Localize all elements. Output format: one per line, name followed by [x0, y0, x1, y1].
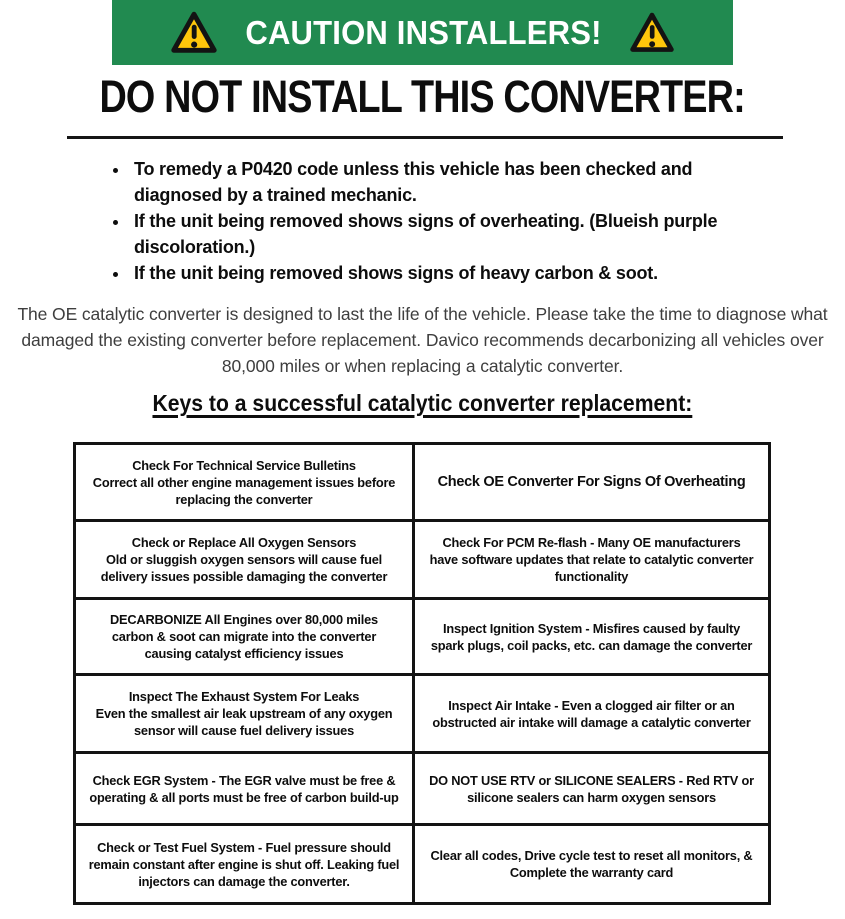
tip-text: Check For Technical Service Bulletins [132, 457, 356, 473]
tip-text: Check or Replace All Oxygen Sensors [131, 535, 357, 550]
tip-text: Check or Test Fuel System - Fuel pressure should remain constant after engine is shut off. Leaking fuel injectors can damage the converter. [88, 839, 400, 889]
warning-item: • If the unit being removed shows signs of heavy carbon & soot. [130, 260, 740, 286]
tip-cell [75, 753, 414, 825]
tip-cell [75, 825, 414, 904]
tip-text: Correct all other engine management issues before replacing the converter [92, 474, 396, 507]
tip-text: Inspect The Exhaust System For Leaks [128, 689, 360, 704]
tip-cell [414, 599, 770, 675]
caution-banner [112, 0, 733, 65]
tip-text: Check EGR System - The EGR valve must be free & operating & all ports must be free of carbon build-up [89, 772, 399, 805]
table-row [75, 675, 770, 753]
tip-text: DECARBONIZE All Engines over 80,000 miles carbon & soot can migrate into the converter causing catalyst efficiency issues [110, 612, 378, 661]
tip-text: DO NOT USE RTV or SILICONE SEALERS - Red RTV or silicone sealers can harm oxygen sensors [429, 772, 754, 805]
tip-text: Check OE Converter For Signs Of Overheating [437, 473, 746, 490]
tip-text: Even the smallest air leak upstream of any oxygen sensor will cause fuel delivery issues [95, 706, 393, 738]
table-row [75, 825, 770, 904]
tip-text: Inspect Air Intake - Even a clogged air filter or an obstructed air intake will damage a catalytic converter [432, 697, 751, 730]
tip-cell [75, 675, 414, 753]
table-row [75, 444, 770, 521]
tip-cell [414, 753, 770, 825]
tip-cell [75, 521, 414, 599]
tip-cell [414, 825, 770, 904]
tip-cell [414, 675, 770, 753]
table-row [75, 521, 770, 599]
banner-label: CAUTION INSTALLERS! [245, 13, 602, 51]
intro-paragraph: The OE catalytic converter is designed to last the life of the vehicle. Please take the time to diagnose what damaged the existing converter before replacement. Davico recommends decarbonizing all vehicles over 80,000 miles or when replacing a catalytic converter. [17, 304, 828, 376]
divider-rule [67, 136, 783, 139]
tip-cell [414, 444, 770, 521]
table-row [75, 753, 770, 825]
tip-cell [75, 444, 414, 521]
keys-heading: Keys to a successful catalytic converter replacement: [152, 390, 693, 416]
page-title: DO NOT INSTALL THIS CONVERTER: [99, 71, 746, 122]
tip-text: Inspect Ignition System - Misfires caused by faulty spark plugs, coil packs, etc. can damage the converter [430, 620, 753, 653]
warning-item: • If the unit being removed shows signs of overheating. (Blueish purple discoloration.) [130, 208, 740, 260]
warning-item: • To remedy a P0420 code unless this vehicle has been checked and diagnosed by a trained mechanic. [130, 156, 740, 208]
tip-text: Old or sluggish oxygen sensors will cause fuel delivery issues possible damaging the converter [100, 552, 388, 584]
tip-text: Clear all codes, Drive cycle test to reset all monitors, & Complete the warranty card [430, 848, 753, 880]
warning-triangle-icon [170, 10, 218, 56]
tip-cell [414, 521, 770, 599]
table-row [75, 599, 770, 675]
warning-list [108, 156, 740, 286]
tips-table [73, 442, 771, 905]
tip-text: Check For PCM Re-flash - Many OE manufacturers have software updates that relate to catalytic converter functionality [429, 535, 754, 584]
tip-cell [75, 599, 414, 675]
warning-triangle-icon [629, 11, 675, 55]
